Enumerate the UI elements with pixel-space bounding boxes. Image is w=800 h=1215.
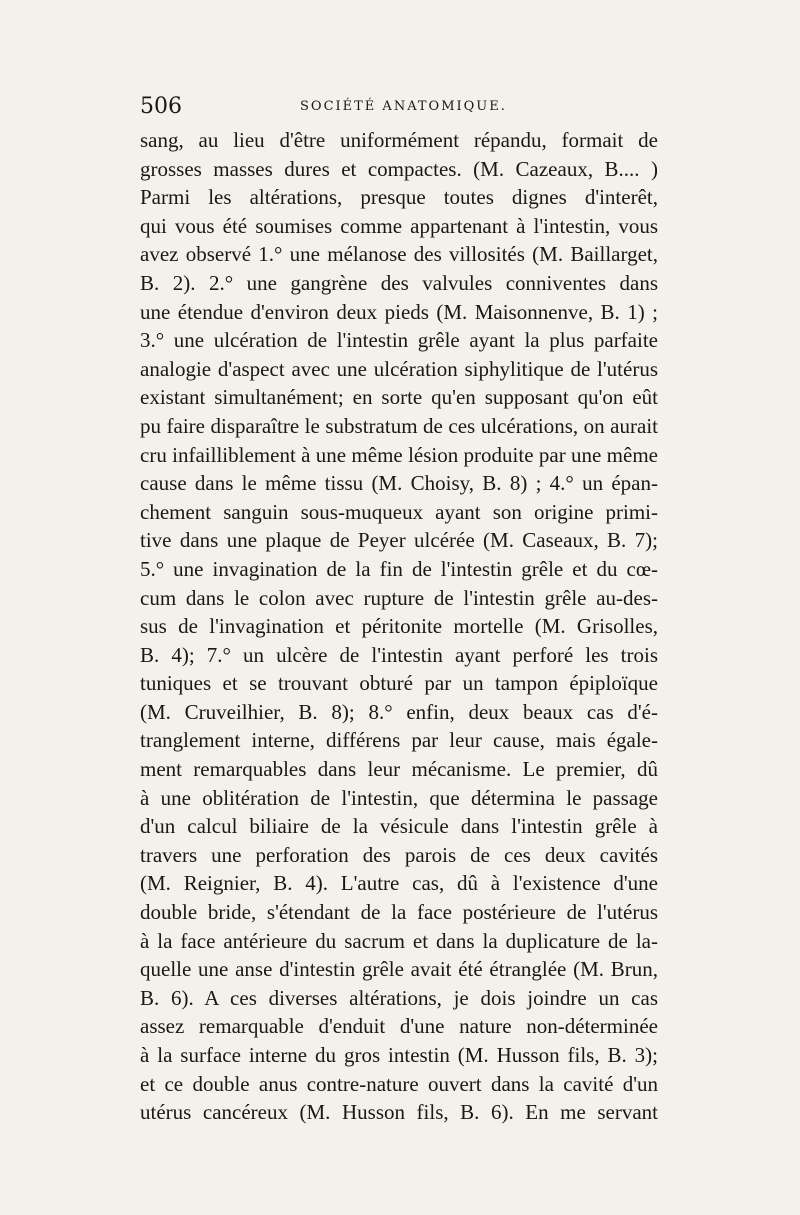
text-line: (M. Cruveilhier, B. 8); 8.° enfin, deux beaux cas d'é- [140, 699, 658, 724]
text-line: B. 6). A ces diverses altérations, je dois joindre un cas [140, 985, 658, 1010]
text-line: 3.° une ulcération de l'intestin grêle ayant la plus parfaite [140, 328, 658, 353]
text-line: cause dans le même tissu (M. Choisy, B. 8) ; 4.° un épan- [140, 471, 658, 496]
text-line: Parmi les altérations, presque toutes dignes d'interêt, [140, 185, 658, 210]
text-line: pu faire disparaître le substratum de ces ulcérations, on aurait [140, 413, 658, 438]
text-line: ment remarquables dans leur mécanisme. Le premier, dû [140, 757, 658, 782]
text-line: analogie d'aspect avec une ulcération siphylitique de l'utérus [140, 356, 658, 381]
body-text [140, 126, 658, 1127]
text-line: existant simultanément; en sorte qu'en supposant qu'on eût [140, 385, 658, 410]
text-line: sus de l'invagination et péritonite mortelle (M. Grisolles, [140, 614, 658, 639]
text-line: et ce double anus contre-nature ouvert dans la cavité d'un [140, 1071, 658, 1096]
text-line: tuniques et se trouvant obturé par un tampon épiploïque [140, 671, 658, 696]
text-line: à la face antérieure du sacrum et dans la duplicature de la- [140, 928, 658, 953]
page-number: 506 [140, 94, 182, 119]
text-line: qui vous été soumises comme appartenant à l'intestin, vous [140, 213, 658, 238]
running-head: SOCIÉTÉ ANATOMIQUE. [300, 99, 507, 114]
text-line: 5.° une invagination de la fin de l'intestin grêle et du cœ- [140, 556, 658, 581]
text-line: grosses masses dures et compactes. (M. Cazeaux, B.... ) [140, 156, 658, 181]
text-line: sang, au lieu d'être uniformément répandu, formait de [140, 128, 658, 152]
text-line: tranglement interne, différens par leur cause, mais égale- [140, 728, 658, 753]
text-line: B. 2). 2.° une gangrène des valvules conniventes dans [140, 270, 658, 295]
text-line: assez remarquable d'enduit d'une nature non-déterminée [140, 1014, 658, 1039]
text-line: quelle une anse d'intestin grêle avait été étranglée (M. Brun, [140, 957, 658, 982]
text-line: à la surface interne du gros intestin (M. Husson fils, B. 3); [140, 1043, 658, 1067]
text-line: (M. Reignier, B. 4). L'autre cas, dû à l'existence d'une [140, 871, 658, 896]
text-line: double bride, s'étendant de la face postérieure de l'utérus [140, 900, 658, 925]
text-line: B. 4); 7.° un ulcère de l'intestin ayant perforé les trois [140, 642, 658, 667]
text-line: utérus cancéreux (M. Husson fils, B. 6). En me servant [140, 1100, 658, 1125]
text-line: à une oblitération de l'intestin, que détermina le passage [140, 785, 658, 810]
text-line: chement sanguin sous-muqueux ayant son origine primi- [140, 499, 658, 524]
text-line: avez observé 1.° une mélanose des villosités (M. Baillarget, [140, 242, 658, 267]
text-line: cum dans le colon avec rupture de l'intestin grêle au-des- [140, 585, 658, 610]
text-line: tive dans une plaque de Peyer ulcérée (M. Caseaux, B. 7); [140, 528, 658, 553]
text-line: d'un calcul biliaire de la vésicule dans l'intestin grêle à [140, 814, 658, 839]
page-header [140, 94, 658, 124]
text-line: travers une perforation des parois de ces deux cavités [140, 842, 658, 867]
text-line: cru infailliblement à une même lésion produite par une même [140, 442, 658, 467]
text-line: une étendue d'environ deux pieds (M. Maisonnenve, B. 1) ; [140, 299, 658, 324]
